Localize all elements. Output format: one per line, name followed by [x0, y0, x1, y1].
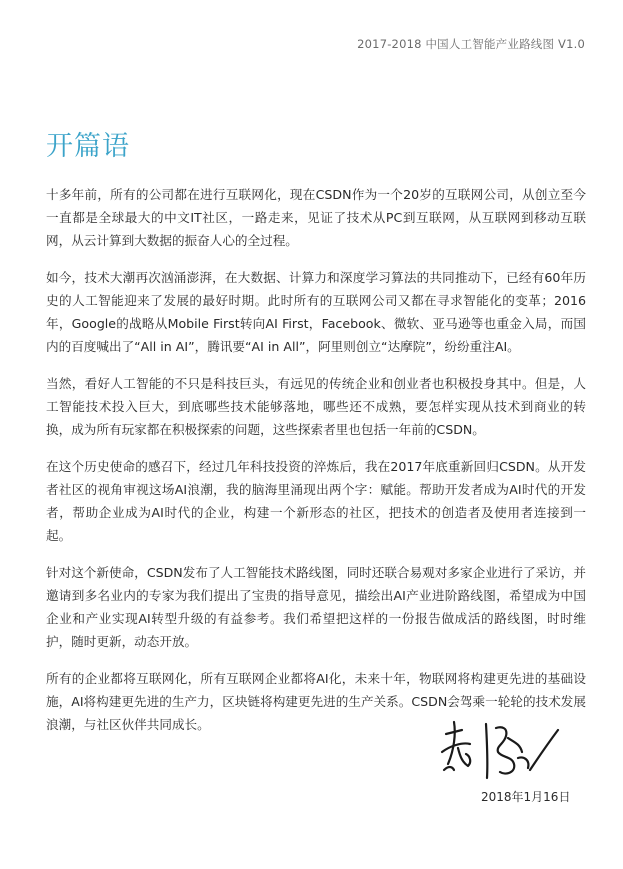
paragraph-4: 在这个历史使命的感召下，经过几年科技投资的淬炼后，我在2017年底重新回归CSDN。从开发者社区的视角审视这场AI浪潮，我的脑海里涌现出两个字：赋能。帮助开发者成为AI时代的开发者，帮助企业成为AI时代的企业，构建一个新形态的社区，把技术的创造者及使用者连接到一起。: [46, 459, 586, 543]
paragraph-3: 当然，看好人工智能的不只是科技巨头，有远见的传统企业和创业者也积极投身其中。但是，人工智能技术投入巨大，到底哪些技术能够落地，哪些还不成熟，要怎样实现从技术到商业的转换，成为所有玩家都在积极探索的问题，这些探索者里也包括一年前的CSDN。: [46, 376, 586, 437]
handwritten-signature: [432, 712, 562, 792]
paragraph-2: 如今，技术大潮再次汹涌澎湃，在大数据、计算力和深度学习算法的共同推动下，已经有60年历史的人工智能迎来了发展的最好时期。此时所有的互联网公司又都在寻求智能化的变革；2016年，Google的战略从Mobile First转向AI First，Facebook、微软、亚马逊等也重金入局，而国内的百度喊出了“All in AI”，腾讯要“AI in All”，阿里则创立“达摩院”，纷纷重注AI。: [46, 270, 586, 354]
paragraph-6: 所有的企业都将互联网化，所有互联网企业都将AI化，未来十年，物联网将构建更先进的基础设施，AI将构建更先进的生产力，区块链将构建更先进的生产关系。CSDN会驾乘一轮轮的技术发展浪潮，与社区伙伴共同成长。: [46, 671, 586, 732]
paragraph-5: 针对这个新使命，CSDN发布了人工智能技术路线图，同时还联合易观对多家企业进行了采访，并邀请到多名业内的专家为我们提出了宝贵的指导意见，描绘出AI产业进阶路线图，希望成为中国企业和产业实现AI转型升级的有益参考。我们希望把这样的一份报告做成活的路线图，时时维护，随时更新，动态开放。: [46, 565, 586, 649]
body-text: [46, 183, 586, 750]
page-title: 开篇语: [46, 131, 130, 162]
signature-date: 2018年1月16日: [481, 790, 571, 804]
document-header-title: 2017-2018 中国人工智能产业路线图 V1.0: [357, 37, 585, 51]
paragraph-1: 十多年前，所有的公司都在进行互联网化，现在CSDN作为一个20岁的互联网公司，从创立至今一直都是全球最大的中文IT社区，一路走来，见证了技术从PC到互联网，从互联网到移动互联网，从云计算到大数据的振奋人心的全过程。: [46, 187, 586, 248]
